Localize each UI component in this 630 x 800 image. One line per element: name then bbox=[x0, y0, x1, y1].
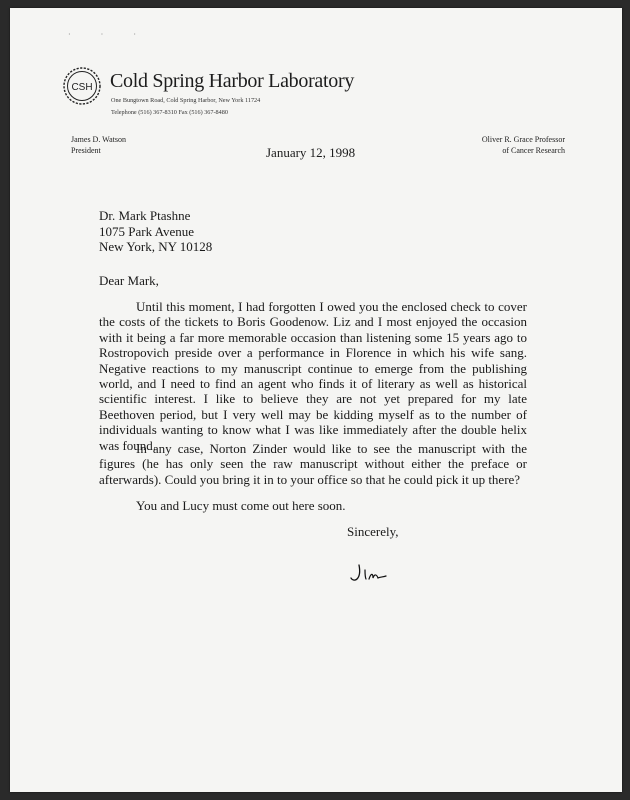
professorship-line-1: Oliver R. Grace Professor bbox=[481, 135, 565, 144]
body-paragraph-1: Until this moment, I had forgotten I owed you the enclosed check to cover the costs of the tickets to Boris Goodenow. Liz and I most enjoyed the occasion with it being a far more memorable occasion than listening some 15 years ago to Rostropovich preside over a performance in Florence in which his wife sang. Negative reactions to my manuscript continue to emerge from the publishing world, and I need to find an agent who finds it of literary as well as historical scientific interest. I like to believe they are not yet prepared for my late Beethoven period, but I very well may be kidding myself as to the number of individuals wanting to know what I was like immediately after the double helix was found. bbox=[99, 299, 527, 453]
sender-name: James D. Watson bbox=[71, 135, 126, 144]
signature-icon bbox=[348, 562, 390, 584]
paper-specks: · · · bbox=[68, 30, 150, 39]
professorship-block bbox=[482, 134, 565, 156]
professorship-line-2: of Cancer Research bbox=[502, 146, 565, 155]
recipient-city: New York, NY 10128 bbox=[99, 239, 213, 254]
recipient-street: 1075 Park Avenue bbox=[99, 223, 195, 239]
recipient-address bbox=[99, 208, 212, 255]
lab-address: One Bungtown Road, Cold Spring Harbor, New York 11724 bbox=[111, 97, 261, 104]
salutation: Dear Mark, bbox=[99, 273, 159, 288]
csh-logo-icon bbox=[62, 66, 102, 106]
letter-page bbox=[10, 8, 622, 792]
body-paragraph-2: In any case, Norton Zinder would like to see the manuscript with the figures (he has only seen the raw manuscript without either the preface or afterwards). Could you bring it in to your office so that he could pick it up there? bbox=[99, 441, 527, 487]
sender-title: President bbox=[71, 146, 101, 155]
logo-text: CSH bbox=[71, 82, 93, 93]
body-paragraph-3: You and Lucy must come out here soon. bbox=[136, 498, 346, 513]
sender-block bbox=[71, 134, 126, 156]
recipient-name: Dr. Mark Ptashne bbox=[99, 208, 191, 223]
lab-phone-fax: Telephone (516) 367-8310 Fax (516) 367-8480 bbox=[111, 109, 228, 116]
closing: Sincerely, bbox=[347, 524, 399, 539]
letter-date: January 12, 1998 bbox=[266, 145, 356, 160]
lab-name: Cold Spring Harbor Laboratory bbox=[110, 70, 355, 92]
